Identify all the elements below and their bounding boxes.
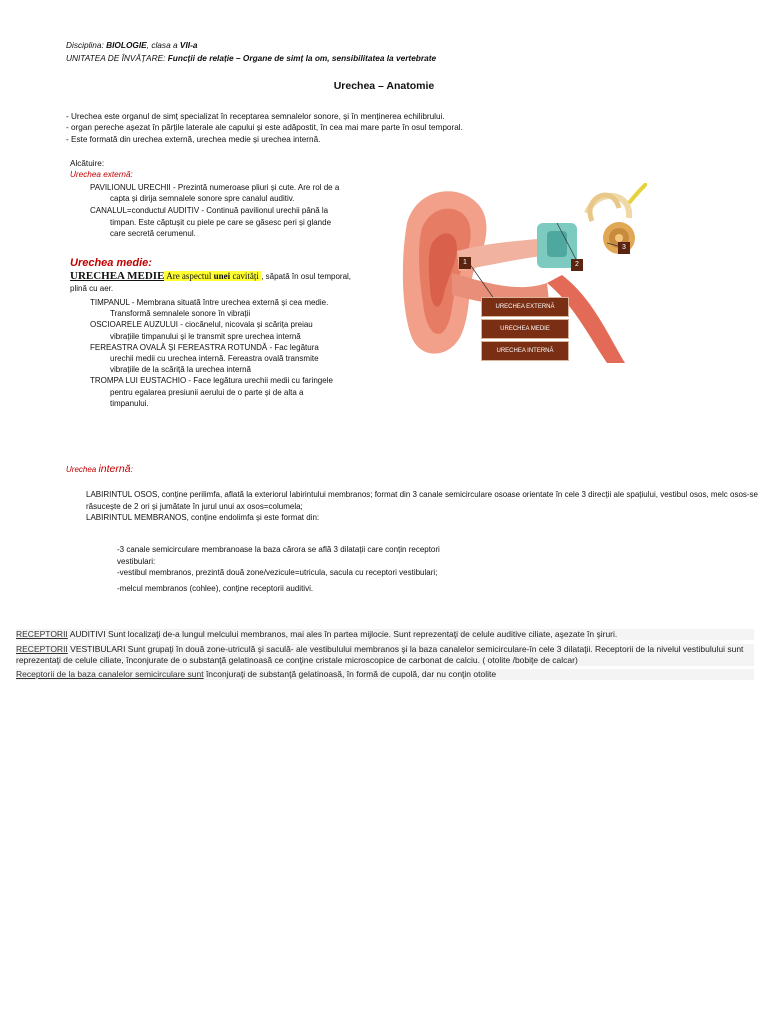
list-item: CANALUL=conductul AUDITIV - Continuă pavilionul urechii până la timpan. Este căptușit cu piele pe care se găsesc peri și glande care secretă cerumenul.: [90, 206, 332, 238]
marker-3: 3: [618, 242, 630, 254]
legend-external: URECHEA EXTERNĂ: [481, 297, 569, 317]
external-ear-list: [90, 182, 340, 239]
membranous-labyrinth: LABIRINTUL MEMBRANOS, conține endolimfa și este format din:: [86, 513, 320, 523]
list-item: -3 canale semicirculare membranoase la baza cărora se află 3 dilatații care conțin receptori vestibulari:: [117, 545, 440, 566]
unit-topic: Funcții de relație – Organe de simț la om, sensibilitatea la vertebrate: [167, 53, 437, 63]
header-line-1: Disciplina: BIOLOGIE, clasa a VII-a: [66, 40, 198, 50]
marker-2: 2: [571, 259, 583, 271]
internal-ear-heading: Urechea internă:: [66, 463, 133, 475]
list-item: FEREASTRA OVALĂ ȘI FEREASTRA ROTUNDĂ - Fac legătura urechii medii cu urechea internă. Fereastra ovală transmite vibrațiile de la scăriță la urechea internă: [90, 342, 319, 375]
marker-1: 1: [459, 257, 471, 269]
list-item: PAVILIONUL URECHII - Prezintă numeroase pliuri și cute. Are rol de a capta și dirija semnalele sonore spre canalul auditiv.: [90, 183, 340, 204]
canal-receptors: Receptorii de la baza canalelor semicirculare sunt înconjuraţi de substanţă gelatinoasă, în formă de cupolă, dar nu conţin otolite: [16, 669, 754, 680]
middle-ear-intro: URECHEA MEDIE Are aspectul unei cavități , săpată în osul temporal, plină cu aer.: [70, 270, 352, 293]
vestibular-receptors: RECEPTORII VESTIBULARI Sunt grupaţi în două zone-utriculă şi saculă- ale vestibulului membranos şi la baza canalelor semicirculare-în cele 3 dilataţii. Receptorii de la nivelul vestibulului sunt reprezentaţi de celule ciliate, înconjurate de o substanţă gelatinoasă ce conţine cristale microscopice de carbonat de calciu. ( otolite /bobiţe de calcar): [16, 644, 754, 666]
external-ear-heading: Urechea externă:: [70, 170, 133, 179]
intro-item: - Urechea este organul de simț specializat în receptarea semnalelor sonore, și în menținerea echilibrului.: [66, 112, 445, 121]
auditory-receptors: RECEPTORII AUDITIVI Sunt localizaţi de-a lungul melcului membranos, mai ales în partea mijlocie. Sunt reprezentaţi de celule auditive ciliate, aşezate în şiruri.: [16, 629, 754, 640]
page-title: Urechea – Anatomie: [333, 80, 435, 92]
highlight: Are aspectul unei cavități: [164, 271, 262, 281]
middle-ear-list: [90, 297, 340, 409]
labyrinth-text: [86, 489, 766, 524]
list-item: TROMPA LUI EUSTACHIO - Face legătura urechii medii cu faringele pentru egalarea presiunii aerului de o parte și de alta a timpanului.: [90, 376, 333, 408]
subject: BIOLOGIE: [106, 40, 147, 50]
membranous-sublist: [117, 544, 457, 594]
legend-middle: URECHEA MEDIE: [481, 319, 569, 339]
header-line-2: UNITATEA DE ÎNVĂȚARE: Funcții de relație – Organe de simț la om, sensibilitatea la vertebrate: [66, 53, 437, 63]
list-item: TIMPANUL - Membrana situată între urechea externă și cea medie. Transformă semnalele sonore în vibrații: [90, 298, 329, 319]
ear-anatomy-figure: [397, 183, 647, 363]
list-item: -melcul membranos (cohlee), conține receptorii auditivi.: [117, 583, 314, 593]
list-item: OSCIOARELE AUZULUI - ciocănelul, nicovala și scărița preiau vibrațiile timpanului și le transmit spre urechea internă: [90, 320, 313, 341]
class-level: VII-a: [179, 40, 198, 50]
intro-item: - Este formată din urechea externă, urechea medie și urechea internă.: [66, 134, 321, 144]
intro-list: [66, 111, 463, 145]
alcatuire-label: Alcătuire:: [70, 159, 105, 168]
middle-ear-label: URECHEA MEDIE: [70, 270, 165, 282]
list-item: -vestibul membranos, prezintă două zone/vezicule=utricula, sacula cu receptori vestibulari;: [117, 568, 438, 578]
middle-ear-heading: Urechea medie:: [70, 257, 152, 269]
intro-item: - organ pereche așezat în părțile laterale ale capului și este adăpostit, în cea mai mare parte în osul temporal.: [66, 123, 463, 133]
bony-labyrinth: LABIRINTUL OSOS, conține perilimfa, aflată la exteriorul labirintului membranos; format din 3 canale semicirculare osoase orientate în cele 3 direcții ale spațiului, vestibul osos, melc osos-se răsucește de 2 ori și jumătate în jurul unui ax osos=columela;: [86, 490, 759, 511]
legend-internal: URECHEA INTERNĂ: [481, 341, 569, 361]
